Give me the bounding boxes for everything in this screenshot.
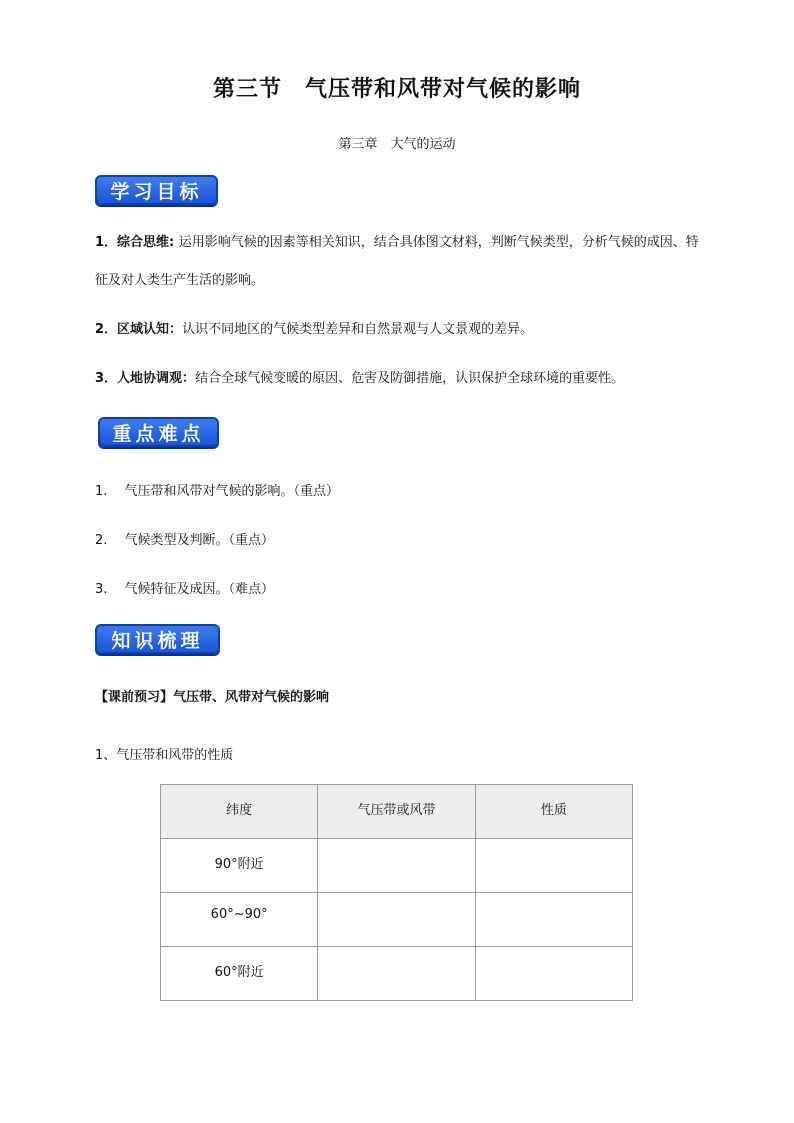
- section-badge-objectives: 学习目标: [95, 175, 218, 205]
- key-point-item-1: 1. 气压带和风带对气候的影响。（重点）: [95, 484, 340, 499]
- table-cell: [475, 947, 632, 1001]
- objective-separator: ：: [169, 322, 183, 337]
- objective-item-1: [95, 224, 707, 300]
- table-cell: [475, 839, 632, 893]
- table-cell: [318, 947, 475, 1001]
- table-cell: 60°~90°: [161, 893, 318, 947]
- objective-label: 2．区域认知: [95, 322, 170, 337]
- table-header-row: [161, 785, 633, 839]
- objective-text: 结合全球气候变暖的原因、危害及防御措施，认识保护全球环境的重要性。: [195, 371, 625, 386]
- objective-text: 认识不同地区的气候类型差异和自然景观与人文景观的差异。: [182, 322, 534, 337]
- chapter-subtitle: 第三章 大气的运动: [338, 137, 456, 152]
- preview-heading: 【课前预习】气压带、风带对气候的影响: [95, 690, 330, 705]
- table-cell: 60°附近: [161, 947, 318, 1001]
- table-cell: [475, 893, 632, 947]
- table-cell: [318, 839, 475, 893]
- table-row: [161, 839, 633, 893]
- table-cell: 90°附近: [161, 839, 318, 893]
- objective-separator: :: [169, 235, 179, 250]
- objective-text: 运用影响气候的因素等相关知识，结合具体图文材料，判断气候类型，分析气候的成因、特征及对人类生产生活的影响。: [95, 235, 699, 288]
- objective-label: 1．综合思维: [95, 235, 170, 250]
- objective-item-3: [95, 360, 707, 398]
- section-badge-knowledge: 知识梳理: [95, 624, 220, 654]
- table-cell: [318, 893, 475, 947]
- pressure-wind-table: [160, 784, 633, 1001]
- table-row: [161, 947, 633, 1001]
- key-point-item-3: 3. 气候特征及成因。（难点）: [95, 582, 275, 597]
- table-header-cell: 性质: [475, 785, 632, 839]
- table-row: [161, 893, 633, 947]
- objective-item-2: [95, 311, 707, 349]
- objective-label: 3．人地协调观: [95, 371, 183, 386]
- page-title: 第三节 气压带和风带对气候的影响: [212, 77, 581, 102]
- section-badge-key-points: 重点难点: [98, 417, 219, 447]
- objective-separator: ：: [182, 371, 196, 386]
- table-header-cell: 气压带或风带: [318, 785, 475, 839]
- table-heading: 1、气压带和风带的性质: [95, 748, 234, 763]
- table-header-cell: 纬度: [161, 785, 318, 839]
- key-point-item-2: 2. 气候类型及判断。（重点）: [95, 533, 275, 548]
